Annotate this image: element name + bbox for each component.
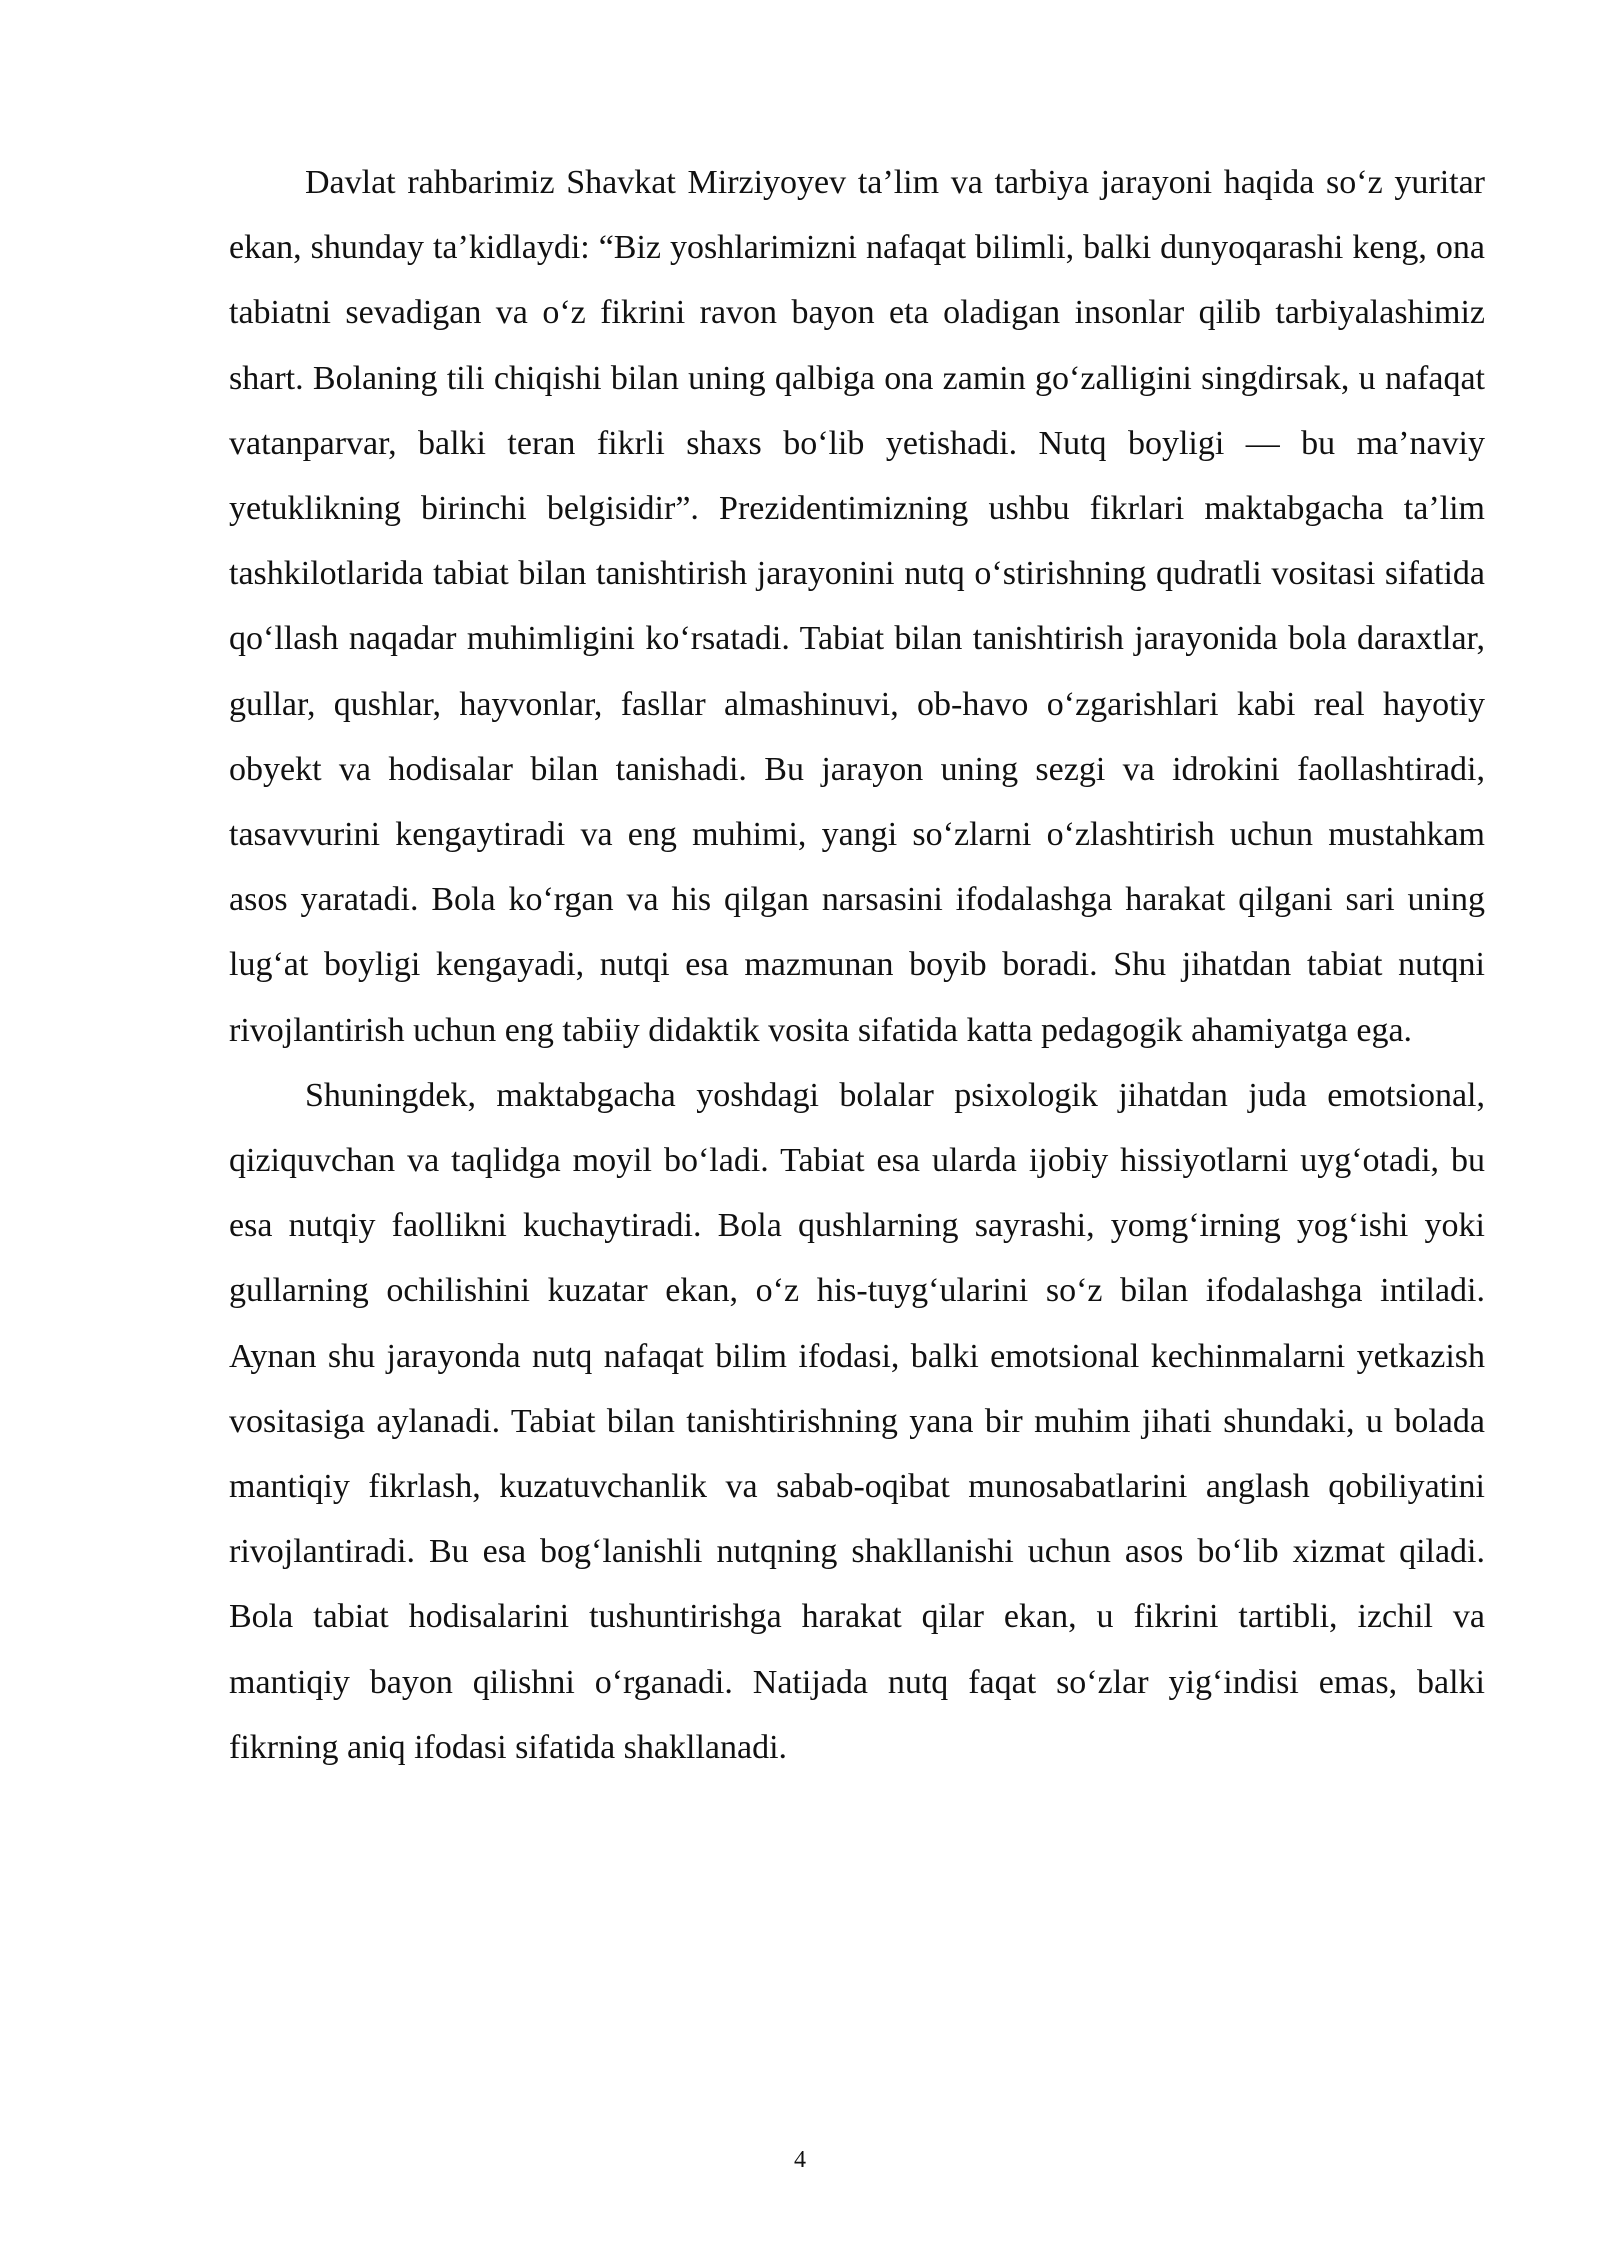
page-number: 4 <box>794 2147 806 2173</box>
paragraph-2: Shuningdek, maktabgacha yoshdagi bolalar psixologik jihatdan juda emotsional, qiziquvchan va taqlidga moyil bo‘ladi. Tabiat esa ularda ijobiy hissiyotlarni uyg‘otadi, bu esa nutqiy faollikni kuchaytiradi. Bola qushlarning sayrashi, yomg‘irning yog‘ishi yoki gullarning ochilishini kuzatar ekan, o‘z his-tuyg‘ularini so‘z bilan ifodalashga intiladi. Aynan shu jarayonda nutq nafaqat bilim ifodasi, balki emotsional kechinmalarni yetkazish vositasiga aylanadi. Tabiat bilan tanishtirishning yana bir muhim jihati shundaki, u bolada mantiqiy fikrlash, kuzatuvchanlik va sabab-oqibat munosabatlarini anglash qobiliyatini rivojlantiradi. Bu esa bog‘lanishli nutqning shakllanishi uchun asos bo‘lib xizmat qiladi. Bola tabiat hodisalarini tushuntirishga harakat qilar ekan, u fikrini tartibli, izchil va mantiqiy bayon qilishni o‘rganadi. Natijada nutq faqat so‘zlar yig‘indisi emas, balki fikrning aniq ifodasi sifatida shakllanadi. <box>229 1076 1485 1766</box>
document-body <box>229 150 1485 1780</box>
paragraph-1: Davlat rahbarimiz Shavkat Mirziyoyev ta’lim va tarbiya jarayoni haqida so‘z yuritar ekan, shunday ta’kidlaydi: “Biz yoshlarimizni nafaqat bilimli, balki dunyoqarashi keng, ona tabiatni sevadigan va o‘z fikrini ravon bayon eta oladigan insonlar qilib tarbiyalashimiz shart. Bolaning tili chiqishi bilan uning qalbiga ona zamin go‘zalligini singdirsak, u nafaqat vatanparvar, balki teran fikrli shaxs bo‘lib yetishadi. Nutq boyligi — bu ma’naviy yetuklikning birinchi belgisidir”. Prezidentimizning ushbu fikrlari maktabgacha ta’lim tashkilotlarida tabiat bilan tanishtirish jarayonini nutq o‘stirishning qudratli vositasi sifatida qo‘llash naqadar muhimligini ko‘rsatadi. Tabiat bilan tanishtirish jarayonida bola daraxtlar, gullar, qushlar, hayvonlar, fasllar almashinuvi, ob-havo o‘zgarishlari kabi real hayotiy obyekt va hodisalar bilan tanishadi. Bu jarayon uning sezgi va idrokini faollashtiradi, tasavvurini kengaytiradi va eng muhimi, yangi so‘zlarni o‘zlashtirish uchun mustahkam asos yaratadi. Bola ko‘rgan va his qilgan narsasini ifodalashga harakat qilgani sari uning lug‘at boyligi kengayadi, nutqi esa mazmunan boyib boradi. Shu jihatdan tabiat nutqni rivojlantirish uchun eng tabiiy didaktik vosita sifatida katta pedagogik ahamiyatga ega. <box>229 164 1485 1049</box>
